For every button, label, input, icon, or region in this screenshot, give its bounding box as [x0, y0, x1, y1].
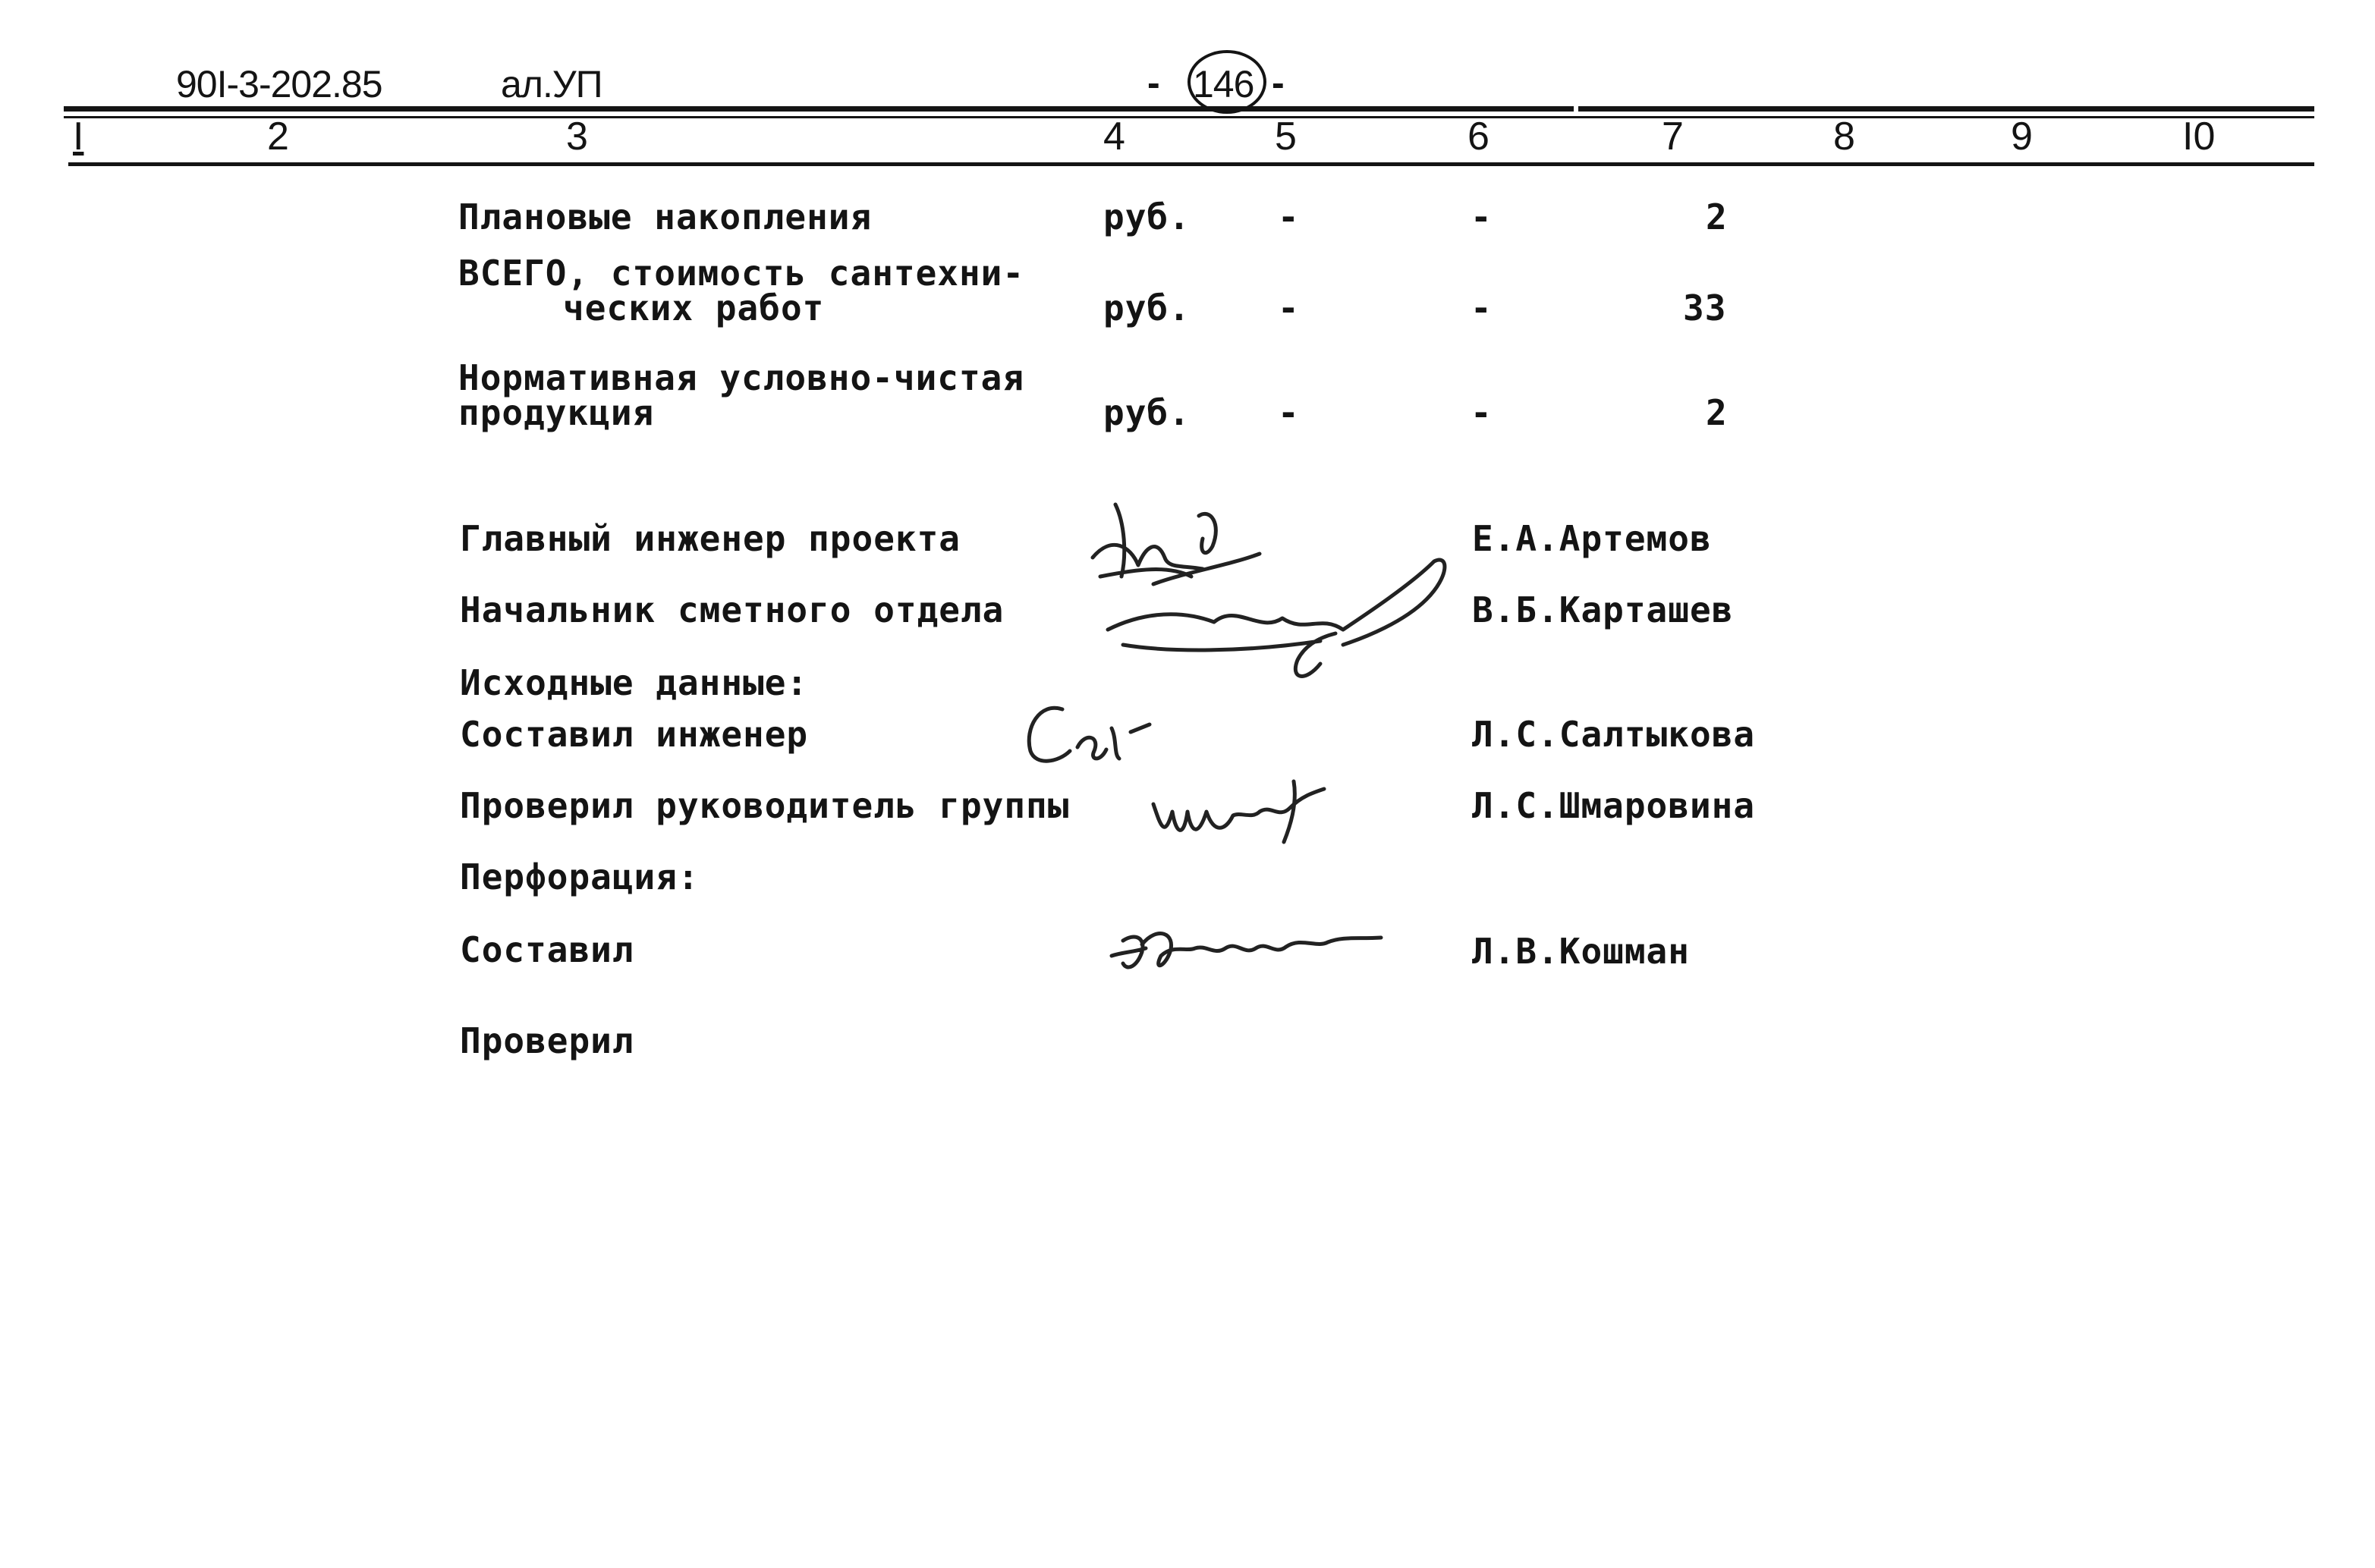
row-col5: -: [1278, 288, 1300, 328]
page-dash-left: -: [1147, 61, 1159, 104]
signatory-role: Главный инженер проекта: [460, 518, 961, 559]
column-number-5: 5: [1275, 115, 1297, 159]
row-col7: 2: [1706, 392, 1728, 433]
signatory-name: Е.А.Артемов: [1472, 518, 1712, 559]
row-col5: -: [1278, 196, 1300, 237]
section-label: Исходные данные:: [460, 662, 809, 703]
row-name-line: ческих работ: [563, 288, 825, 328]
row-name-line: ВСЕГО, стоимость сантехни-: [458, 253, 1025, 294]
row-unit: руб.: [1103, 288, 1191, 328]
column-number-7: 7: [1662, 115, 1684, 159]
page-number: 146: [1193, 63, 1254, 105]
row-unit: руб.: [1103, 392, 1191, 433]
column-number-10: I0: [2182, 115, 2216, 159]
page-dash-right: -: [1272, 61, 1284, 104]
album-number: ал.УП: [501, 63, 602, 105]
signatory-name: Л.В.Кошман: [1472, 931, 1690, 972]
top-rule-left: [64, 106, 1574, 112]
signatory-name: В.Б.Карташев: [1472, 589, 1734, 630]
signature-saltykova: [1017, 690, 1176, 774]
signature-shmarovina: [1138, 766, 1351, 850]
column-number-2: 2: [267, 115, 289, 159]
column-number-9: 9: [2011, 115, 2033, 159]
signatory-role: Проверил: [460, 1020, 634, 1061]
doc-code: 90I-3-202.85: [176, 63, 382, 105]
top-rule-thin: [64, 116, 2314, 118]
signatory-name: Л.С.Салтыкова: [1472, 714, 1756, 755]
row-col6: -: [1471, 392, 1493, 433]
row-col6: -: [1471, 196, 1493, 237]
signature-koshman: [1100, 910, 1404, 986]
section-label: Перфорация:: [460, 856, 700, 897]
row-name-line: Плановые накопления: [458, 196, 873, 237]
column-number-8: 8: [1833, 115, 1855, 159]
column-number-6: 6: [1467, 115, 1489, 159]
row-unit: руб.: [1103, 196, 1191, 237]
signatory-name: Л.С.Шмаровина: [1472, 785, 1756, 826]
column-number-1: I: [73, 115, 84, 159]
row-col7: 2: [1706, 196, 1728, 237]
top-rule-right: [1578, 106, 2314, 112]
row-col5: -: [1278, 392, 1300, 433]
signatory-role: Проверил руководитель группы: [460, 785, 1070, 826]
column-header-rule: [68, 162, 2314, 166]
row-name-line: Нормативная условно-чистая: [458, 357, 1025, 398]
row-col6: -: [1471, 288, 1493, 328]
row-col7: 33: [1683, 288, 1727, 328]
column-number-3: 3: [566, 115, 588, 159]
signatory-role: Составил: [460, 929, 634, 970]
signatory-role: Составил инженер: [460, 714, 809, 755]
row-name-line: продукция: [458, 392, 655, 433]
signatory-role: Начальник сметного отдела: [460, 589, 1005, 630]
signature-estimate-head: [1093, 539, 1457, 690]
column-number-4: 4: [1103, 115, 1125, 159]
